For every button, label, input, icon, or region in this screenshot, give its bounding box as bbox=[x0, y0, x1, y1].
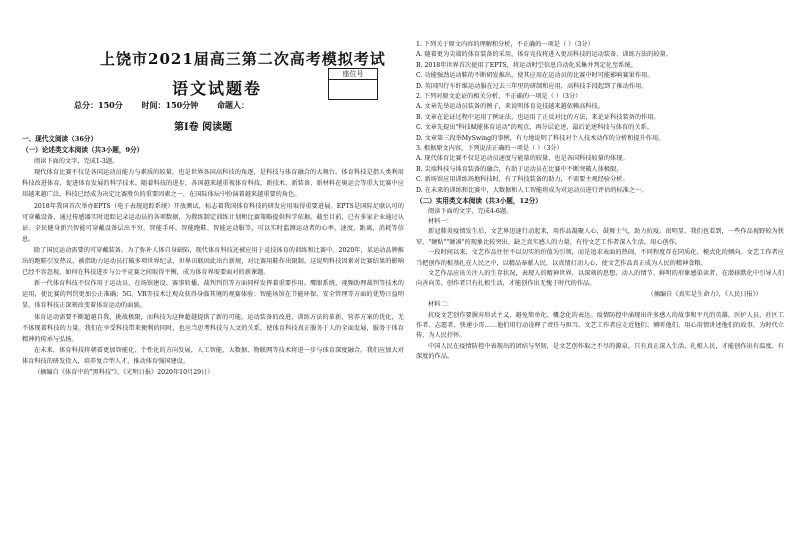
question-line: 材料一： bbox=[428, 217, 453, 225]
passage-paragraph: 阅读下面的文字，完成1-3题。 bbox=[34, 158, 119, 166]
title-suffix: 届高三第二次高考模拟考试 bbox=[193, 50, 386, 68]
question-line: C. 功能强劲运动鞋的不断研发推出，使其应用在运动员的比赛中时可能影响赛果作用。 bbox=[416, 72, 654, 80]
question-line: B. 文章在论证过程中运用了例证法，也运用了正反对比的方法，来论证科技装备的作用。 bbox=[416, 113, 660, 121]
left-passage bbox=[22, 134, 404, 378]
exam-title bbox=[100, 48, 386, 69]
volume-heading: 第Ⅰ卷 阅读题 bbox=[174, 122, 233, 133]
question-line: D. 文章第三段举MySwing的事例，有力地说明了科技对个人技术动作的分析和提升作用。 bbox=[416, 134, 665, 142]
exam-subtitle: 语文试题卷 bbox=[172, 79, 263, 98]
question-line: 材料二： bbox=[428, 301, 453, 309]
passage-paragraph: 除了国民运动需要的可穿戴装备，为了弥补人体自身缺陷，现代体育科技还被应用于竞技体育的训练和比赛中。2020年，某运动品牌推出的跑鞋引发热议，被指助力运动员打破多项世界纪录，世界田联因此出台新规，对比赛用鞋作出限制。这说明科技因素对比赛结果的影响已经不容忽视，如何在科技进步与公平竞赛之间取得平衡，成为体育界需要面对的新课题。 bbox=[22, 246, 404, 277]
passage-paragraph: 现代体育比赛不仅是各国运动员能力与素质的较量，也是世界各国高科技的角逐，是科技与体育融合的大舞台。体育科技是指人类利用科技改进体育，促进体育发展的科学技术。随着科技的进步，各国越来越重视体育科技，新技术、新装备、新材料在奥运会等重大比赛中应用越来越广泛，科技已经成为决定比赛胜负的重要因素之一，在国际体坛中扮演着越来越重要的角色。 bbox=[22, 169, 404, 199]
question-line: （二）实用类文本阅读（共3小题，12分） bbox=[416, 197, 542, 206]
question-line: C. 新场馆应用训练场地科技时，有了科技装备的助力，不需要主观经验分析。 bbox=[416, 176, 629, 184]
passage-paragraph: 一、现代文阅读（36分） bbox=[22, 135, 98, 143]
question-line: 2. 下列对原文论证的相关分析，不正确的一项是（ ）（3分） bbox=[416, 93, 582, 101]
question-line: 3. 根据原文内容，下列说法正确的一项是（ ）（3分） bbox=[416, 145, 563, 153]
exam-author: 命题人： bbox=[217, 100, 249, 110]
title-prefix: 上饶市 bbox=[100, 50, 149, 68]
passage-paragraph: 新一代体育科技不仅作用于运动员，在场馆建设、赛事转播、裁判判罚等方面同样发挥着重要作用。鹰眼系统、视频助理裁判等技术的运用，使比赛的判罚更加公正准确；5G、VR等技术让观众获得身临其境的观赛体验；智能场馆在节能环保、安全管理等方面的优势日益明显，体育科技正深刻改变着体育运动的面貌。 bbox=[22, 280, 404, 310]
question-line: C. 文章先提出"科技赋能体育运动"的观点，再分层论述，最后论述科技与体育的关系。 bbox=[416, 124, 653, 132]
passage-paragraph: 2018年我国首次举办EPTS（电子表现追踪系统）开放测试，标志着我国体育科技的研发应用取得重要进展。EPTS是国际足联认可的可穿戴设备，通过传感器实时追踪记录运动员的各项数据，为教练制定训练计划和比赛策略提供科学依据。截至目前，已有多家企业通过认证。全民健身新兴智能可穿戴设备层出不穷，智能手环、智能跑鞋、智能运动服等，可以实时监测运动者的心率、速度、距离、消耗等信息。 bbox=[22, 202, 404, 243]
question-line: 中国人民在疫情防控中表现出的团结与坚韧，是文艺创作取之不尽的源泉。只有真正深入生活、扎根人民，才能创作出有温度、有深度的作品。 bbox=[416, 342, 784, 361]
question-line: B. 尖端科技与体育装备的融合，有助于运动员在比赛中不断突破人体极限。 bbox=[416, 165, 623, 173]
passage-paragraph: 在未来，体育科技将朝着更加智能化、个性化的方向发展，人工智能、大数据、物联网等技术将进一步与体育深度融合。我们应加大对体育科技的研发投入，培养复合型人才，推动体育强国建设。 bbox=[22, 346, 404, 365]
question-line: B. 2018年世界首次使用了EPTS，将运动时空信息自动化采集并判定化至系统。 bbox=[416, 61, 637, 69]
right-column bbox=[416, 0, 784, 543]
exam-meta bbox=[74, 100, 265, 111]
question-line: A. 现代体育比赛不仅是运动员速度与能量的较量，也是各国科技较量的体现。 bbox=[416, 155, 629, 163]
passage-paragraph: 体育运动需要不断超越自我、挑战极限，而科技为这种超越提供了新的可能。运动装备的改进、训练方法的革新、营养方案的优化，无不体现着科技的力量。我们在享受科技带来便利的同时，也应当思考科技与人文的关系，使体育科技真正服务于人的全面发展，服务于体育精神的传承与弘扬。 bbox=[22, 313, 404, 343]
question-line: A. 随着更为尖端的体育装备的采用，体育竞技将进入更高科技的运动装备、训练方法的较量。 bbox=[416, 51, 672, 59]
total-score: 总分：150分 bbox=[74, 100, 123, 110]
title-year: 2021 bbox=[148, 50, 194, 68]
question-line: （摘编自《真实是生命力》，《人民日报》） bbox=[647, 290, 762, 298]
left-column bbox=[22, 0, 404, 543]
passage-paragraph: （摘编自《体育中的"黑科技"》，《光明日报》2020年10月29日） bbox=[34, 368, 214, 376]
question-line: 1. 下列关于原文内容的理解和分析，不正确的一项是（ ）（3分） bbox=[416, 41, 594, 48]
question-line: 阅读下面的文字，完成4-6题。 bbox=[428, 207, 513, 215]
question-line: D. 在未来的训练和比赛中，大数据和人工智能将成为对运动员进行评估的标准之一。 bbox=[416, 186, 648, 194]
seat-number-label: 座位号 bbox=[329, 69, 377, 80]
right-questions bbox=[416, 40, 784, 363]
question-line: 新冠肺炎疫情发生后，文艺界迅速行动起来，用作品凝聚人心，鼓舞士气，助力抗疫。很明显，我们也看到，一些作品视野较为狭窄，"硬贴""硬凑"的现象比较突出，缺乏真实感人的力量，有待文艺工作者深入生活，用心创作。 bbox=[416, 228, 784, 246]
question-line: A. 文章先举运动员装备的例子，来说明体育竞技越来越依赖高科技。 bbox=[416, 103, 604, 111]
seat-number-box bbox=[328, 68, 378, 100]
question-line: 文艺作品应该关注人的生存状况，表现人的精神世界，以深刻的思想、动人的情节、鲜明的形象感染读者，在潜移默化中引导人们向善向美。创作者只有扎根生活，才能创作出无愧于时代的作品。 bbox=[416, 269, 784, 288]
question-line: 抗疫文艺创作要摒弃形式主义，避免简单化、概念化的表达。疫情防控中涌现出许多感人的故事和平凡的英雄，医护人员、社区工作者、志愿者、快递小哥……他们用行动诠释了责任与担当。文艺工作者应走近他们、倾听他们，用心用情讲述他们的故事，为时代立传，为人民抒怀。 bbox=[416, 311, 784, 340]
passage-paragraph: （一）论述类文本阅读（共3小题，9分） bbox=[22, 146, 144, 155]
exam-time: 时间：150分钟 bbox=[141, 100, 199, 110]
question-line: D. 英国四行车纤维运动服在过去三年里的研制和应用，高科技手段起到了推动作用。 bbox=[416, 82, 648, 90]
question-line: 一段时间以来，文艺作品往往不以切实的价值为引领，而是追求表面的热闹，不同程度存在同质化、模式化的倾向。文艺工作者应当把创作的根基扎在人民之中，以精品奉献人民，以真情打动人心，使文艺作品真正成为人民的精神食粮。 bbox=[416, 249, 784, 267]
